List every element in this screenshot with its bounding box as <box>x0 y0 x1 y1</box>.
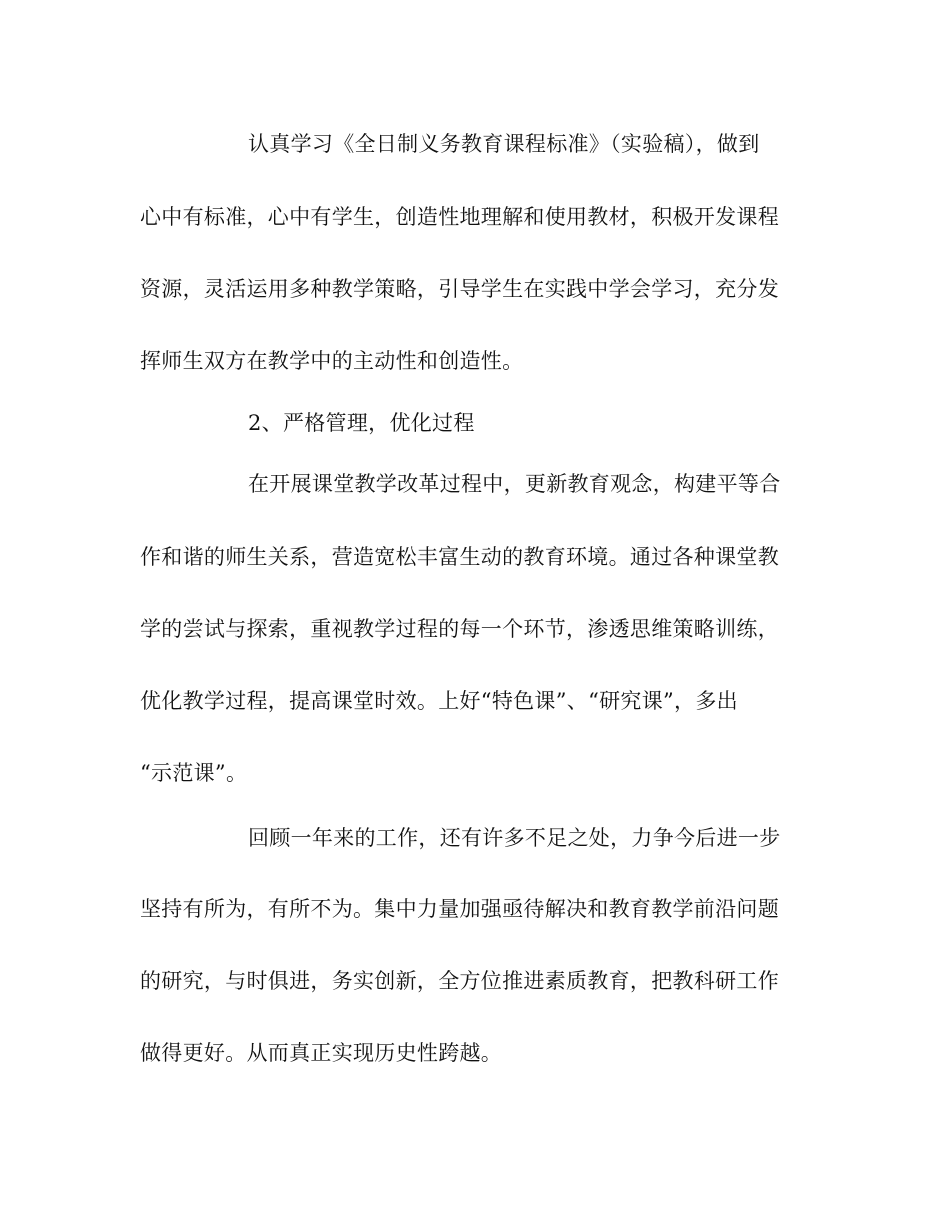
paragraph-1-line-4: 挥师生双方在教学中的主动性和创造性。 <box>140 349 524 373</box>
paragraph-2-line-5: “示范课”。 <box>140 761 248 785</box>
section-heading-2: 2、严格管理，优化过程 <box>248 411 475 435</box>
paragraph-3-line-1: 回顾一年来的工作，还有许多不足之处，力争今后进一步 <box>248 826 781 850</box>
paragraph-3-line-3: 的研究，与时俱进，务实创新，全方位推进素质教育，把教科研工作 <box>140 969 779 993</box>
paragraph-1-line-3: 资源，灵活运用多种教学策略，引导学生在实践中学会学习，充分发 <box>140 277 779 301</box>
paragraph-2-line-1: 在开展课堂教学改革过程中，更新教育观念，构建平等合 <box>248 472 781 496</box>
paragraph-2-line-2: 作和谐的师生关系，营造宽松丰富生动的教育环境。通过各种课堂教 <box>140 545 779 569</box>
paragraph-3-line-4: 做得更好。从而真正实现历史性跨越。 <box>140 1041 503 1065</box>
paragraph-1-line-1: 认真学习《全日制义务教育课程标准》（实验稿），做到 <box>248 132 760 156</box>
paragraph-2-line-4: 优化教学过程，提高课堂时效。上好“特色课”、“研究课”，多出 <box>140 689 738 713</box>
paragraph-1-line-2: 心中有标准，心中有学生，创造性地理解和使用教材，积极开发课程 <box>140 205 779 229</box>
paragraph-3-line-2: 坚持有所为，有所不为。集中力量加强亟待解决和教育教学前沿问题 <box>140 897 779 921</box>
paragraph-2-line-3: 学的尝试与探索，重视教学过程的每一个环节，渗透思维策略训练， <box>140 617 779 641</box>
